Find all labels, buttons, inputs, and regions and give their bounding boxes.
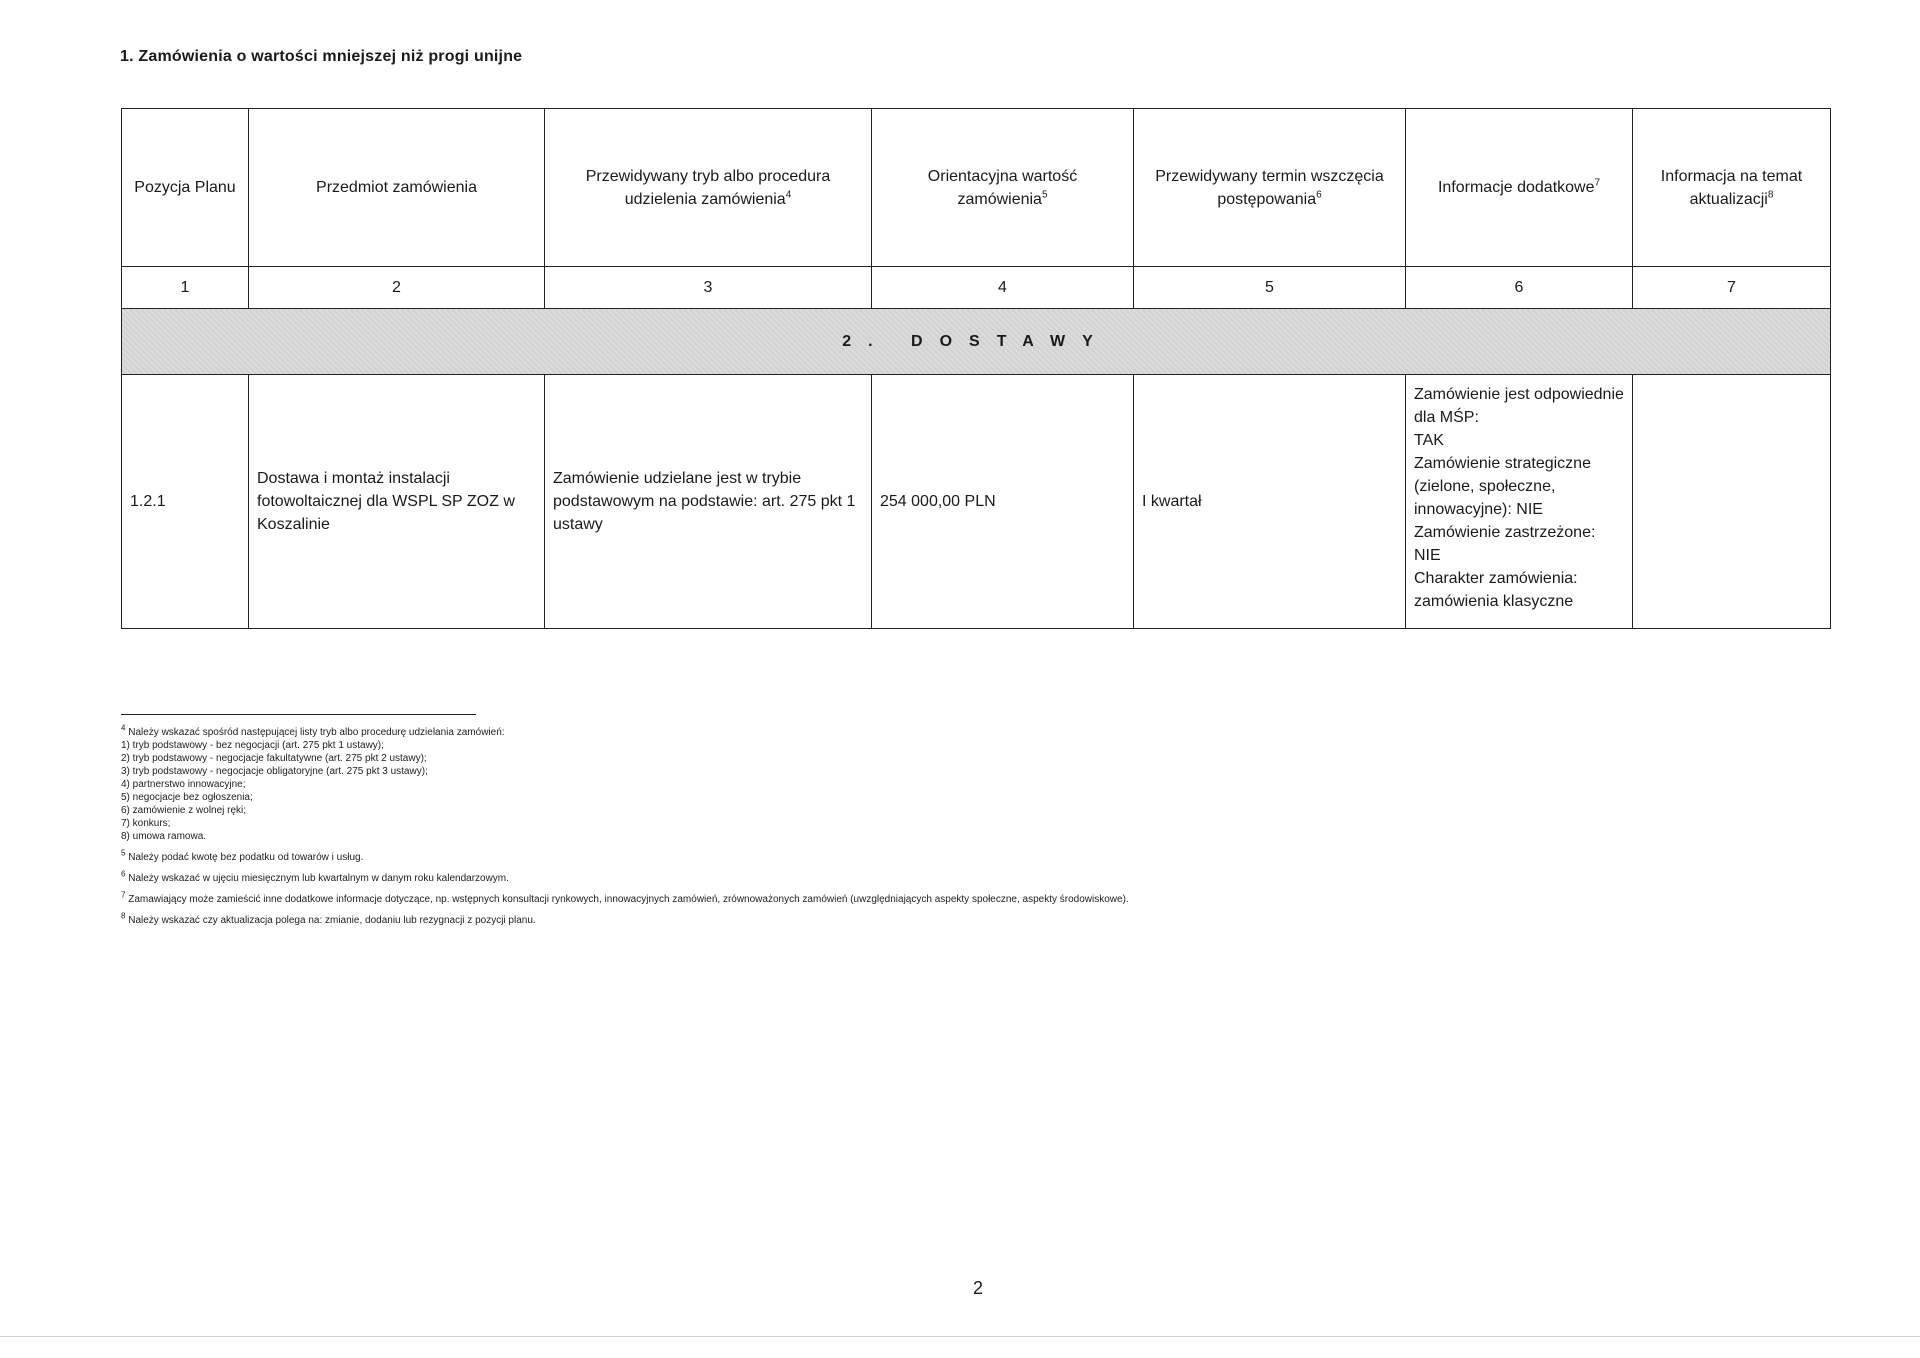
header-cell: Orientacyjna wartość zamówienia$^5$ bbox=[872, 109, 1134, 267]
column-number: 2 bbox=[249, 267, 545, 309]
cell-position: 1.2.1 bbox=[122, 375, 249, 629]
footnotes bbox=[121, 723, 1129, 927]
cell-update bbox=[1633, 375, 1831, 629]
column-number: 7 bbox=[1633, 267, 1831, 309]
column-number: 3 bbox=[545, 267, 872, 309]
header-cell: Przewidywany termin wszczęcia postępowania$^6$ bbox=[1134, 109, 1406, 267]
footnote-5: $^5$ Należy podać kwotę bez podatku od towarów i usług. bbox=[121, 848, 364, 863]
header-row bbox=[122, 109, 1831, 267]
header-cell: Informacja na temat aktualizacji$^8$ bbox=[1633, 109, 1831, 267]
category-band: 2. DOSTAWY bbox=[122, 309, 1831, 375]
procurement-plan-table bbox=[121, 108, 1831, 629]
footnote-6: $^6$ Należy wskazać w ujęciu miesięcznym lub kwartalnym w danym roku kalendarzowym. bbox=[121, 869, 509, 884]
cell-additional-info bbox=[1406, 375, 1633, 629]
column-number: 1 bbox=[122, 267, 249, 309]
header-cell: Przedmiot zamówienia bbox=[249, 109, 545, 267]
page-number: 2 bbox=[972, 1278, 983, 1298]
info-line: Charakter zamówienia: bbox=[1414, 570, 1578, 587]
table-row bbox=[122, 375, 1831, 629]
page-bottom-edge bbox=[0, 1336, 1920, 1337]
info-line: zamówienia klasyczne bbox=[1414, 593, 1574, 610]
footnote-divider bbox=[121, 714, 476, 715]
footnote-list-item: 8) umowa ramowa. bbox=[121, 831, 207, 842]
footnote-list-item: 2) tryb podstawowy - negocjacje fakultatywne (art. 275 pkt 2 ustawy); bbox=[121, 753, 427, 764]
footnote-4: $^4$ Należy wskazać spośród następującej listy tryb albo procedurę udzielania zamówień: bbox=[121, 723, 505, 738]
column-number: 5 bbox=[1134, 267, 1406, 309]
cell-procedure: Zamówienie udzielane jest w trybie podstawowym na podstawie: art. 275 pkt 1 ustawy bbox=[545, 375, 872, 629]
header-cell: Informacje dodatkowe$^7$ bbox=[1406, 109, 1633, 267]
cell-subject: Dostawa i montaż instalacji fotowoltaicznej dla WSPL SP ZOZ w Koszalinie bbox=[249, 375, 545, 629]
column-number: 6 bbox=[1406, 267, 1633, 309]
info-line: NIE bbox=[1414, 547, 1441, 564]
footnote-list-item: 1) tryb podstawowy - bez negocjacji (art. 275 pkt 1 ustawy); bbox=[121, 740, 384, 751]
footnote-list-item: 7) konkurs; bbox=[121, 818, 171, 829]
header-cell: Przewidywany tryb albo procedura udzielenia zamówienia$^4$ bbox=[545, 109, 872, 267]
column-number-row bbox=[122, 267, 1831, 309]
info-line: Zamówienie zastrzeżone: bbox=[1414, 524, 1596, 541]
section-title: 1. Zamówienia o wartości mniejszej niż progi unijne bbox=[120, 48, 523, 65]
cell-value: 254 000,00 PLN bbox=[872, 375, 1134, 629]
cell-term: I kwartał bbox=[1134, 375, 1406, 629]
info-line: Zamówienie strategiczne (zielone, społeczne, innowacyjne): NIE bbox=[1414, 455, 1591, 518]
info-line: TAK bbox=[1414, 432, 1444, 449]
footnote-8: $^8$ Należy wskazać czy aktualizacja polega na: zmianie, dodaniu lub rezygnacji z pozycji planu. bbox=[121, 911, 536, 926]
category-band-row bbox=[122, 309, 1831, 375]
footnote-list-item: 3) tryb podstawowy - negocjacje obligatoryjne (art. 275 pkt 3 ustawy); bbox=[121, 766, 428, 777]
footnote-7: $^7$ Zamawiający może zamieścić inne dodatkowe informacje dotyczące, np. wstępnych konsultacji rynkowych, innowacyjnych zamówień, zrównoważonych zamówień (uwzględniających aspekty społeczne, aspekty środowiskowe). bbox=[121, 890, 1129, 905]
footnote-list-item: 5) negocjacje bez ogłoszenia; bbox=[121, 792, 253, 803]
footnote-list-item: 6) zamówienie z wolnej ręki; bbox=[121, 805, 247, 816]
column-number: 4 bbox=[872, 267, 1134, 309]
footnote-list-item: 4) partnerstwo innowacyjne; bbox=[121, 779, 246, 790]
header-cell: Pozycja Planu bbox=[122, 109, 249, 267]
info-line: Zamówienie jest odpowiednie dla MŚP: bbox=[1414, 386, 1624, 426]
